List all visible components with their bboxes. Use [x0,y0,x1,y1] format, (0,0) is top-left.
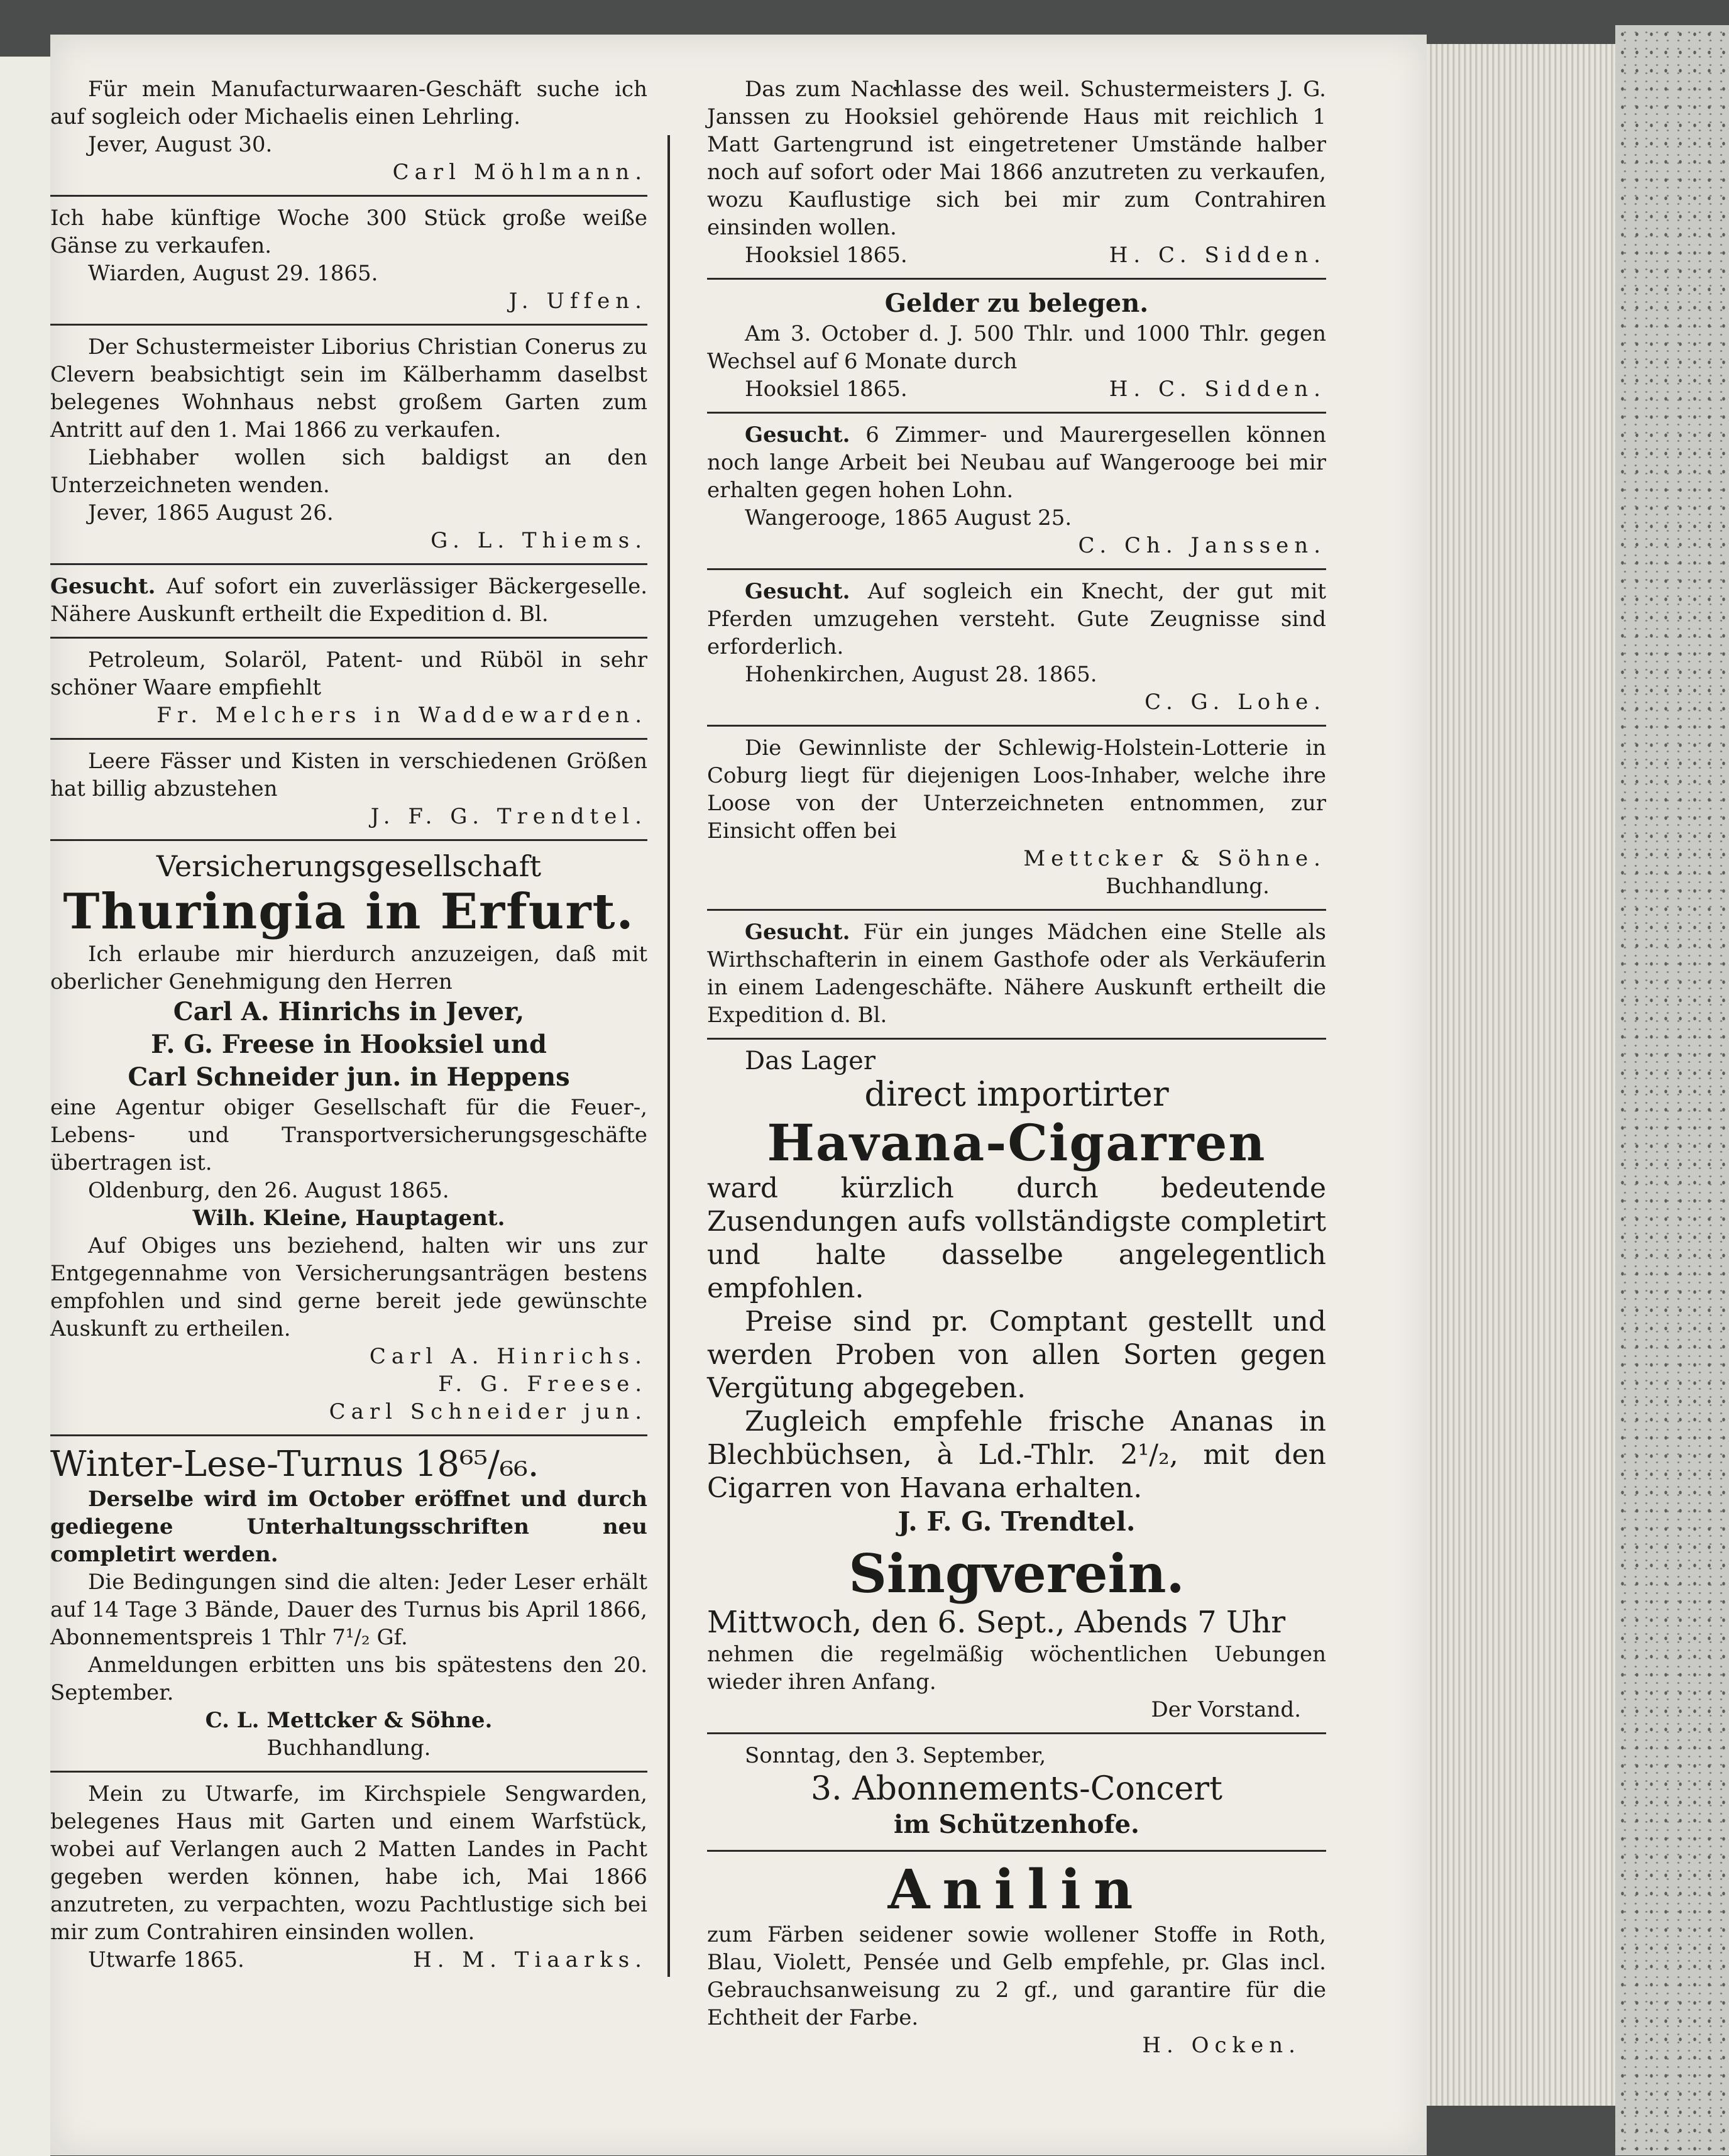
ad-text: Auf sofort ein zuverlässiger Bäckergeselle. Nähere Auskunft ertheilt die Expedition d. Bl. [50,574,647,627]
ad-keyword: Gesucht. [745,920,850,945]
ad-separator [50,637,647,639]
ad-text: Zugleich empfehle frische Ananas in Blechbüchsen, à Ld.-Thlr. 2¹/₂, mit den Cigarren von Havana erhalten. [707,1405,1326,1504]
ad-text: Für ein junges Mädchen eine Stelle als Wirthschafterin in einem Gasthofe oder als Verkäuferin in einem Ladengeschäfte. Nähere Auskunft ertheilt die Expedition d. Bl. [707,920,1326,1028]
ad-text: Petroleum, Solaröl, Patent- und Rüböl in sehr schöner Waare empfiehlt [50,647,647,700]
ad-separator [50,1771,647,1773]
ad-title: Anilin [887,1858,1146,1922]
agent-name: Carl Schneider jun. in Heppens [128,1062,570,1092]
ad-utwarfe [50,1780,647,1979]
ad-separator [50,324,647,326]
ad-separator [707,568,1326,570]
ad-text: Derselbe wird im October eröffnet und durch gediegene Unterhaltungsschriften neu completirt werden. [50,1487,647,1567]
ad-thuringia [50,849,647,1431]
book-page-edges [1427,44,1615,2106]
ad-title: Winter-Lese-Turnus 18⁶⁵/₆₆. [50,1444,539,1485]
ad-signature: Der Vorstand. [1151,1697,1301,1722]
ad-title: Gelder zu belegen. [884,289,1149,318]
ad-signature: H. C. Sidden. [1109,243,1326,268]
ad-place-date: Utwarfe 1865. [88,1947,244,1972]
ad-separator [50,839,647,841]
ad-text: Liebhaber wollen sich baldigst an den Unterzeichneten wenden. [50,445,647,498]
agent-name: F. G. Freese in Hooksiel und [151,1030,547,1059]
ad-signature: G. L. Thiems. [431,528,647,553]
ad-text: Am 3. October d. J. 500 Thlr. und 1000 Thlr. gegen Wechsel auf 6 Monate durch [707,321,1326,374]
ad-text: Anmeldungen erbitten uns bis spätestens den 20. September. [50,1653,647,1705]
ad-text: ward kürzlich durch bedeutende Zusendungen aufs vollständigste completirt und halte dasselbe angelegentlich empfohlen. [707,1172,1326,1304]
ad-signature: J. F. G. Trendtel. [897,1506,1136,1537]
ad-anilin [707,1859,1326,2064]
ad-signature: H. Ocken. [1142,2033,1301,2058]
ad-signature: Wilh. Kleine, Hauptagent. [192,1206,505,1231]
ad-title: Havana-Cigarren [767,1113,1266,1172]
ad-text: Auf Obiges uns beziehend, halten wir uns zur Entgegennahme von Versicherungsanträgen bestens empfohlen und sind gerne bereit jede gewünschte Auskunft zu ertheilen. [50,1233,647,1341]
previous-page-strip [0,57,50,2156]
ad-maurergesellen [707,421,1326,564]
column-divider [667,135,670,1977]
ad-signature: C. L. Mettcker & Söhne. [205,1708,493,1733]
ad-concert [707,1742,1326,1846]
ad-singverein [707,1544,1326,1729]
ad-baeckergeselle [50,573,647,633]
ad-lese-turnus [50,1444,647,1767]
ad-wohnhaus [50,333,647,559]
ad-lotterie [707,734,1326,905]
ad-separator [50,563,647,565]
ad-heading: Versicherungsgesellschaft [156,849,542,883]
ad-separator [707,1732,1326,1734]
ad-keyword: Gesucht. [745,579,850,604]
ad-text: Das zum Nachlasse des weil. Schustermeisters J. G. Janssen zu Hooksiel gehörende Haus mit reichlich 1 Matt Gartengrund ist eingetretener Umstände halber noch auf sofort oder Mai 1866 anzutreten zu verkaufen, wozu Kauflustige sich bei mir zum Contrahiren einsinden wollen. [707,77,1326,240]
ad-text: Für mein Manufacturwaaren-Geschäft suche ich auf sogleich oder Michaelis einen Lehrling. [50,77,647,129]
ad-place-date: Oldenburg, den 26. August 1865. [88,1178,449,1203]
book-cover [1615,25,1729,2155]
ad-text: zum Färben seidener sowie wollener Stoffe in Roth, Blau, Violett, Pensée und Gelb empfehle, pr. Glas incl. Gebrauchsanweisung zu 2 gf., und garantire für die Echtheit der Farbe. [707,1922,1326,2030]
ad-signature-sub: Buchhandlung. [1106,874,1270,899]
ad-place-date: Wiarden, August 29. 1865. [88,261,378,286]
ad-faesser [50,747,647,835]
ad-text: Auf sogleich ein Knecht, der gut mit Pferden umzugehen versteht. Gute Zeugnisse sind erforderlich. [707,579,1326,659]
ad-text: eine Agentur obiger Gesellschaft für die Feuer-, Lebens- und Transportversicherungsgeschäfte übertragen ist. [50,1095,647,1175]
ad-place-date: Hooksiel 1865. [745,243,908,268]
ad-text: Die Gewinnliste der Schlewig-Holstein-Lotterie in Coburg liegt für diejenigen Loos-Inhaber, welche ihre Loose von der Unterzeichneten entnommen, zur Einsicht offen bei [707,735,1326,844]
ad-signature: Carl Schneider jun. [329,1399,647,1424]
ad-gaense [50,204,647,320]
agent-name: Carl A. Hinrichs in Jever, [173,997,525,1026]
ad-title: Singverein. [848,1543,1185,1605]
ad-knecht [707,578,1326,721]
ad-separator [707,1038,1326,1040]
ad-text: Ich habe künftige Woche 300 Stück große weiße Gänse zu verkaufen. [50,206,647,258]
ad-separator [707,412,1326,414]
ad-signature: Fr. Melchers in Waddewarden. [156,703,647,728]
ad-text: Ich erlaube mir hierdurch anzuzeigen, daß mit oberlicher Genehmigung den Herren [50,942,647,994]
ad-petroleum [50,646,647,734]
ad-separator [707,909,1326,911]
ad-havana [707,1047,1326,1544]
ad-place-date: Jever, 1865 August 26. [88,500,334,525]
ad-heading: Mittwoch, den 6. Sept., Abends 7 Uhr [707,1605,1286,1640]
ad-place-date: Wangerooge, 1865 August 25. [745,505,1072,531]
ad-separator [50,738,647,740]
ad-signature: H. M. Tiaarks. [413,1947,647,1972]
ad-signature: Carl Möhlmann. [392,160,647,185]
ad-separator [707,1850,1326,1852]
ad-text: Die Bedingungen sind die alten: Jeder Leser erhält auf 14 Tage 3 Bände, Dauer des Turnus bis April 1866, Abonnementspreis 1 Thlr 7¹/₂ Gf. [50,1570,647,1650]
ad-gelder [707,287,1326,408]
left-column [50,75,647,1979]
ad-signature: J. Uffen. [508,289,647,314]
ad-text: Leere Fässer und Kisten in verschiedenen Größen hat billig abzustehen [50,749,647,801]
ad-separator [50,1434,647,1436]
ad-text: Mein zu Utwarfe, im Kirchspiele Sengwarden, belegenes Haus mit Garten und einem Warfstück, wobei auf Verlangen auch 2 Matten Landes in Pacht gegeben werden können, habe ich, Mai 1866 anzutreten, zu verpachten, wozu Pachtlustige sich bei mir zum Contrahiren einsinden wollen. [50,1781,647,1945]
ad-signature: Mettcker & Söhne. [1023,846,1326,871]
ad-text: Der Schustermeister Liborius Christian Conerus zu Clevern beabsichtigt sein im Kälberhamm daselbst belegenes Wohnhaus nebst großem Garten zum Antritt auf den 1. Mai 1866 zu verkaufen. [50,334,647,443]
ad-heading: direct importirter [864,1074,1169,1114]
ad-text: nehmen die regelmäßig wöchentlichen Uebungen wieder ihren Anfang. [707,1642,1326,1695]
ad-signature: C. G. Lohe. [1144,690,1326,715]
ad-separator [50,195,647,197]
ad-signature: H. C. Sidden. [1109,377,1326,402]
ad-place-date: Hohenkirchen, August 28. 1865. [745,662,1097,687]
ad-lehrling [50,75,647,191]
ad-title: Thuringia in Erfurt. [63,883,635,940]
ad-signature: F. G. Freese. [438,1372,647,1397]
ad-intro: Das Lager [745,1047,875,1075]
ad-keyword: Gesucht. [745,422,850,448]
ad-signature: C. Ch. Janssen. [1078,533,1326,558]
ad-title: 3. Abonnements-Concert [810,1770,1222,1808]
ad-place-date: Jever, August 30. [88,132,273,157]
ad-text: 6 Zimmer- und Maurergesellen können noch lange Arbeit bei Neubau auf Wangerooge bei mir erhalten gegen hohen Lohn. [707,422,1326,503]
right-column [707,75,1326,2064]
ad-separator [707,278,1326,280]
ad-signature: Carl A. Hinrichs. [369,1344,647,1369]
ad-signature-sub: Buchhandlung. [266,1735,431,1761]
ad-signature: J. F. G. Trendtel. [370,804,647,829]
ad-haus-hooksiel [707,75,1326,274]
ad-place-date: Hooksiel 1865. [745,377,908,402]
ad-date: Sonntag, den 3. September, [745,1743,1046,1768]
ad-wirthschafterin [707,918,1326,1034]
ad-venue: im Schützenhofe. [894,1810,1139,1839]
ad-separator [707,725,1326,727]
ad-keyword: Gesucht. [50,574,156,599]
ad-text: Preise sind pr. Comptant gestellt und werden Proben von allen Sorten gegen Vergütung abgegeben. [707,1306,1326,1404]
